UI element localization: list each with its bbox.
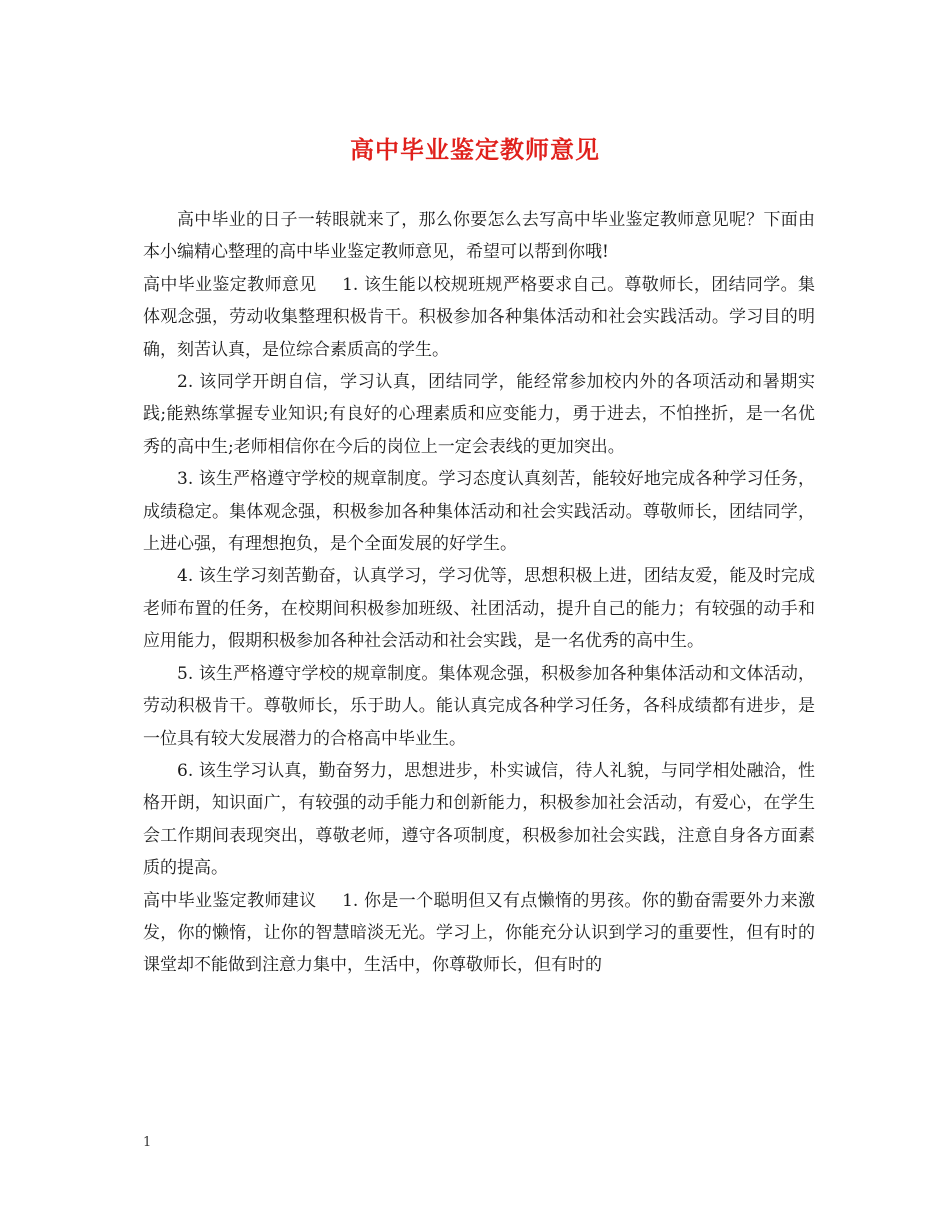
- section1-heading: 高中毕业鉴定教师意见: [143, 274, 317, 295]
- section2-item-1: 1. 你是一个聪明但又有点懒惰的男孩。你的勤奋需要外力来激发，你的懒惰，让你的智慧暗淡无光。学习上，你能充分认识到学习的重要性，但有时的课堂却不能做到注意力集中，生活中，你尊敬师长，但有时的: [143, 890, 815, 976]
- section1-item-3: 3. 该生严格遵守学校的规章制度。学习态度认真刻苦，能较好地完成各种学习任务，成绩稳定。集体观念强，积极参加各种集体活动和社会实践活动。尊敬师长，团结同学，上进心强，有理想抱负，是个全面发展的好学生。: [143, 469, 815, 555]
- intro-paragraph: 高中毕业的日子一转眼就来了，那么你要怎么去写高中毕业鉴定教师意见呢？下面由本小编精心整理的高中毕业鉴定教师意见，希望可以帮到你哦!: [143, 210, 815, 263]
- page-number: 1: [143, 1135, 152, 1150]
- section1-item-1: 1. 该生能以校规班规严格要求自己。尊敬师长，团结同学。集体观念强，劳动收集整理积极肯干。积极参加各种集体活动和社会实践活动。学习目的明确，刻苦认真，是位综合素质高的学生。: [143, 274, 815, 360]
- section1-item-4: 4. 该生学习刻苦勤奋，认真学习，学习优等，思想积极上进，团结友爱，能及时完成老师布置的任务，在校期间积极参加班级、社团活动，提升自己的能力；有较强的动手和应用能力，假期积极参加各种社会活动和社会实践，是一名优秀的高中生。: [143, 566, 815, 652]
- section1-item-5: 5. 该生严格遵守学校的规章制度。集体观念强，积极参加各种集体活动和文体活动，劳动积极肯干。尊敬师长，乐于助人。能认真完成各种学习任务，各科成绩都有进步，是一位具有较大发展潜力的合格高中毕业生。: [143, 663, 815, 749]
- document-title: 高中毕业鉴定教师意见: [350, 135, 600, 164]
- section2-paragraph: [143, 885, 815, 982]
- section1-item-2: 2. 该同学开朗自信，学习认真，团结同学，能经常参加校内外的各项活动和暑期实践;能熟练掌握专业知识;有良好的心理素质和应变能力，勇于进去，不怕挫折，是一名优秀的高中生;老师相信你在今后的岗位上一定会表线的更加突出。: [143, 372, 815, 457]
- section1-item-6: 6. 该生学习认真，勤奋努力，思想进步，朴实诚信，待人礼貌，与同学相处融洽，性格开朗，知识面广，有较强的动手能力和创新能力，积极参加社会活动，有爱心，在学生会工作期间表现突出，尊敬老师，遵守各项制度，积极参加社会实践，注意自身各方面素质的提高。: [143, 760, 815, 879]
- section1-paragraph: [143, 269, 815, 366]
- section2-heading: 高中毕业鉴定教师建议: [143, 890, 317, 911]
- document-body: [143, 204, 815, 982]
